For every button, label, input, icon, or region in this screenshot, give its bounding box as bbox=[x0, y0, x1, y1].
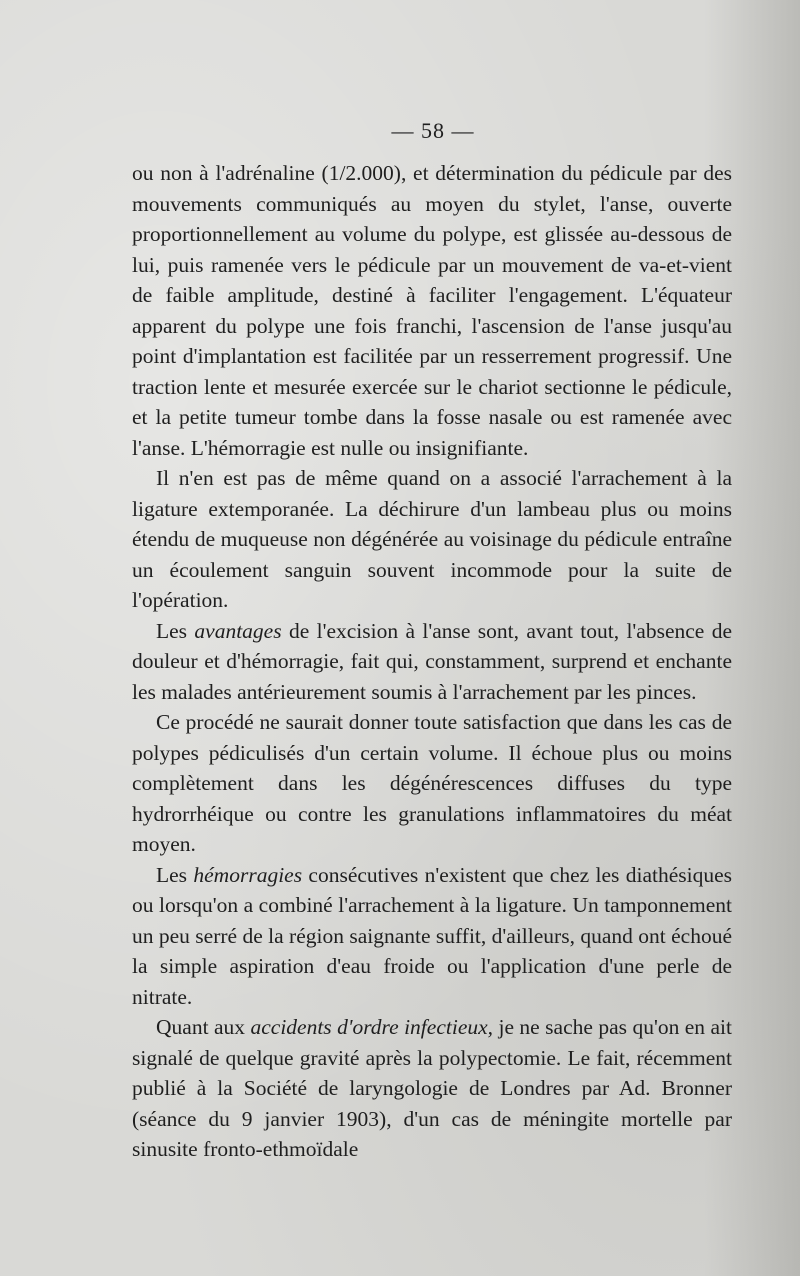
paragraph-3-text-a: Les bbox=[156, 618, 195, 643]
paragraph-6 bbox=[132, 1012, 732, 1165]
paragraph-4 bbox=[132, 707, 732, 860]
paragraph-2 bbox=[132, 463, 732, 616]
paragraph-6-text-b: je ne sache pas qu'on en ait signalé de quelque gravité après la polypectomie. Le fait, récemment publié à la Société de laryngologie de Londres par Ad. Bronner (séance du 9 janvier 1903), d'un cas de méningite mortelle par sinusite fronto-ethmoïdale bbox=[132, 1015, 732, 1161]
page-number: — 58 — bbox=[391, 118, 475, 143]
paragraph-4-text: Ce procédé ne saurait donner toute satisfaction que dans les cas de polypes pédiculisés d'un certain volume. Il échoue plus ou moins complètement dans les dégénérescences diffuses du type hydrorrhéique ou contre les granulations inflammatoires du méat moyen. bbox=[132, 710, 732, 856]
paragraph-2-text: Il n'en est pas de même quand on a associé l'arrachement à la ligature extemporanée. La déchirure d'un lambeau plus ou moins étendu de muqueuse non dégénérée au voisinage du pédicule entraîne un écoulement sanguin souvent incommode pour la suite de l'opération. bbox=[132, 466, 732, 612]
paragraph-3-emphasis: avantages bbox=[194, 618, 282, 643]
paragraph-1-text: ou non à l'adrénaline (1/2.000), et détermination du pédicule par des mouvements communiqués au moyen du stylet, l'anse, ouverte proportionnellement au volume du polype, est glissée au-dessous de lui, puis ramenée vers le pédicule par un mouvement de va-et-vient de faible amplitude, destiné à faciliter l'engagement. L'équateur apparent du polype une fois franchi, l'ascension de l'anse jusqu'au point d'implantation est facilitée par un resserrement progressif. Une traction lente et mesurée exercée sur le chariot sectionne le pédicule, et la petite tumeur tombe dans la fosse nasale ou est ramenée avec l'anse. L'hémorragie est nulle ou insignifiante. bbox=[132, 161, 732, 460]
paragraph-5 bbox=[132, 860, 732, 1013]
paragraph-6-emphasis: accidents d'ordre infectieux, bbox=[250, 1015, 494, 1039]
paragraph-1 bbox=[132, 158, 732, 463]
paragraph-3 bbox=[132, 616, 732, 708]
paragraph-5-text-b: consécutives n'existent que chez les diathésiques ou lorsqu'on a combiné l'arrachement à la ligature. Un tamponnement un peu serré de la région saignante suffit, d'ailleurs, quand ont échoué la simple aspiration d'eau froide ou l'application d'une perle de nitrate. bbox=[132, 862, 733, 1009]
paragraph-5-text-a: Les bbox=[156, 862, 194, 887]
paragraph-3-text-b: de l'excision à l'anse sont, avant tout, l'absence de douleur et d'hémorragie, fait qui, constamment, surprend et enchante les malades antérieurement soumis à l'arrachement par les pinces. bbox=[132, 618, 732, 704]
body-text bbox=[132, 158, 732, 1165]
paragraph-5-emphasis: hémorragies bbox=[193, 862, 303, 887]
paragraph-6-text-a: Quant aux bbox=[156, 1015, 251, 1039]
